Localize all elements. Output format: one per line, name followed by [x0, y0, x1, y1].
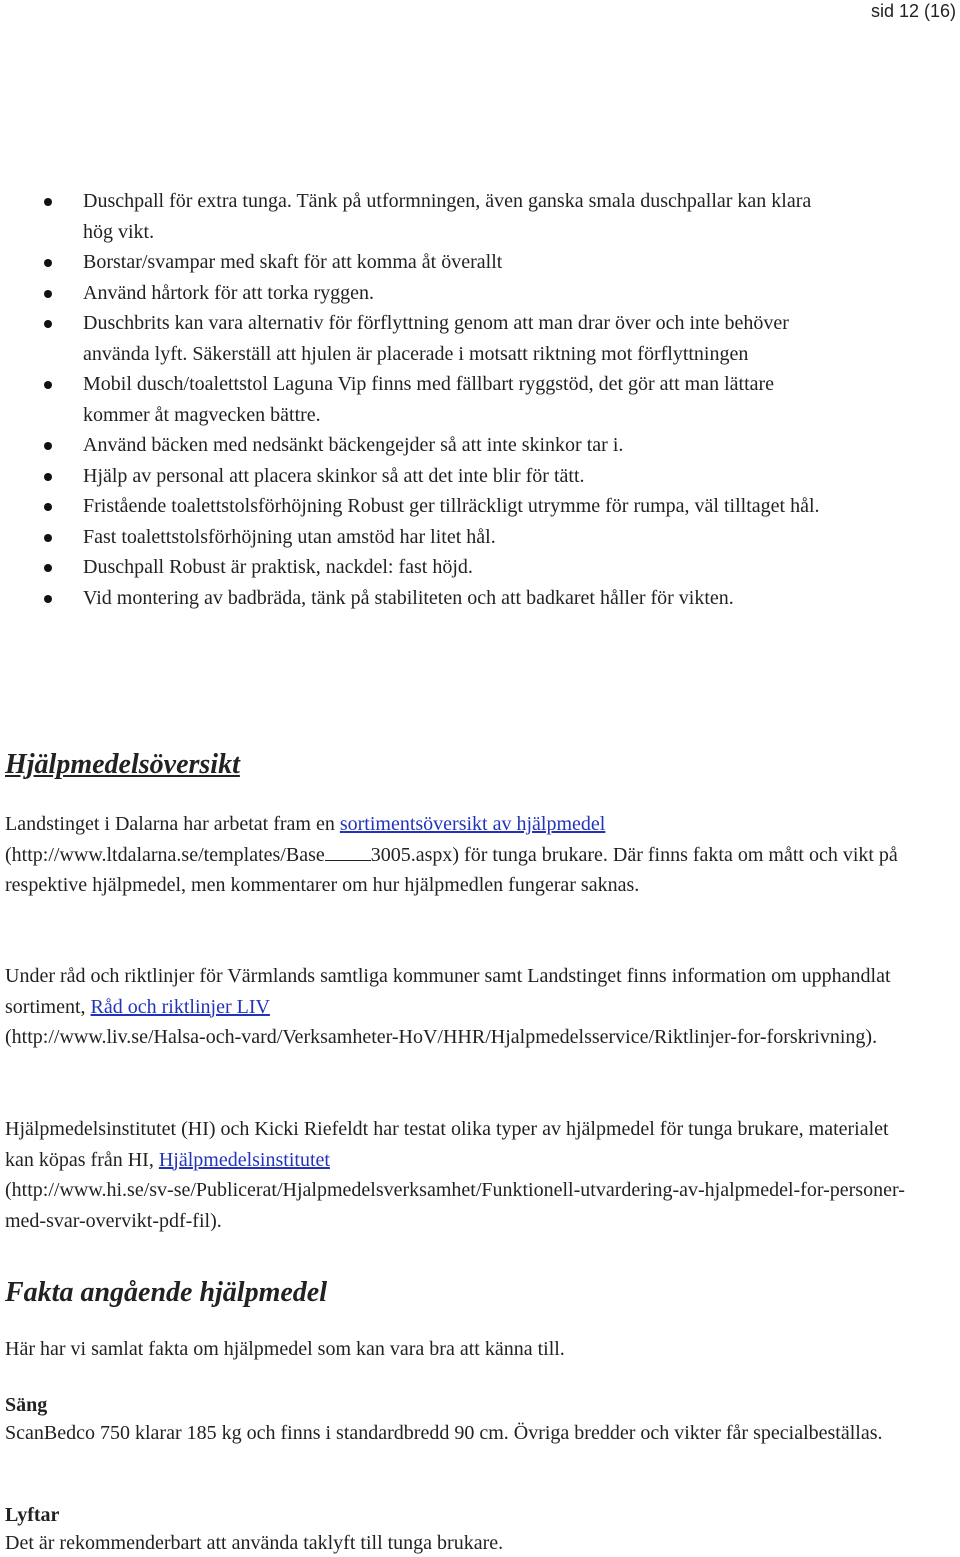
overview-paragraph-2 [5, 961, 905, 1053]
list-item [0, 583, 960, 614]
bullet-icon [44, 503, 52, 511]
list-item [0, 491, 960, 522]
lift-heading: Lyftar [5, 1504, 60, 1526]
sortiment-link[interactable]: sortimentsöversikt av hjälpmedel [339, 813, 606, 835]
bullet-icon [44, 320, 52, 328]
overview-paragraph-1 [5, 809, 905, 901]
bed-text: ScanBedco 750 klarar 185 kg och finns i standardbredd 90 cm. Övriga bredder och vikter får specialbeställas. [5, 1422, 883, 1444]
list-item [0, 461, 960, 492]
bullet-icon [44, 381, 52, 389]
list-item-text: Duschpall för extra tunga. Tänk på utformningen, även ganska smala duschpallar kan klara hög vikt. [83, 190, 812, 243]
list-item-text: Använd hårtork för att torka ryggen. [83, 281, 375, 304]
list-item-text: Använd bäcken med nedsänkt bäckengejder så att inte skinkor tar i. [83, 434, 624, 456]
list-item-text: Fast toalettstolsförhöjning utan amstöd har litet hål. [83, 525, 496, 548]
list-item [0, 278, 960, 309]
url-blank [325, 844, 371, 861]
bullet-icon [44, 595, 52, 603]
bullet-icon [44, 198, 52, 206]
list-item [0, 247, 960, 278]
bullet-icon [44, 534, 52, 542]
list-item-text: Fristående toalettstolsförhöjning Robust ger tillräckligt utrymme för rumpa, väl tilltaget hål. [83, 495, 820, 517]
overview-heading: Hjälpmedelsöversikt [5, 749, 240, 780]
overview-p2-text: Under råd och riktlinjer för Värmlands samtliga kommuner samt Landstinget finns information om upphandlat sortiment, [5, 965, 891, 1018]
facts-intro: Här har vi samlat fakta om hjälpmedel som kan vara bra att känna till. [5, 1338, 565, 1360]
list-item-text: Duschbrits kan vara alternativ för förflyttning genom att man drar över och inte behöver använda lyft. Säkerställ att hjulen är placerade i motsatt riktning mot förflyttningen [83, 312, 789, 365]
overview-p3-text: Hjälpmedelsinstitutet (HI) och Kicki Riefeldt har testat olika typer av hjälpmedel för tunga brukare, materialet kan köpas från HI, [5, 1118, 889, 1171]
list-item-text: Hjälp av personal att placera skinkor så att det inte blir för tätt. [83, 464, 585, 487]
bed-heading: Säng [5, 1394, 48, 1416]
bullet-list [0, 186, 960, 613]
list-item-text: Mobil dusch/toalettstol Laguna Vip finns med fällbart ryggstöd, det gör att man lättare kommer åt magvecken bättre. [83, 373, 775, 426]
overview-p1-text: Landstinget i Dalarna har arbetat fram en [5, 813, 340, 835]
bullet-icon [44, 290, 52, 298]
list-item [0, 430, 960, 461]
list-item-text: Borstar/svampar med skaft för att komma åt överallt [83, 251, 503, 273]
list-item [0, 522, 960, 553]
list-item [0, 308, 960, 369]
list-item [0, 552, 960, 583]
lift-text: Det är rekommenderbart att använda taklyft till tunga brukare. [5, 1532, 504, 1554]
list-item-text: Vid montering av badbräda, tänk på stabiliteten och att badkaret håller för vikten. [83, 586, 734, 609]
bullet-icon [44, 442, 52, 450]
facts-heading: Fakta angående hjälpmedel [5, 1277, 327, 1308]
overview-p3-url: (http://www.hi.se/sv-se/Publicerat/Hjalpmedelsverksamhet/Funktionell-utvardering-av-hjalpmedel-for-personer-med-svar-overvikt-pdf-fil). [5, 1179, 905, 1232]
page-number: sid 12 (16) [870, 1, 956, 21]
bullet-icon [44, 564, 52, 572]
lift-section [5, 1501, 905, 1557]
bed-section [5, 1391, 905, 1447]
overview-p1-url: (http://www.ltdalarna.se/templates/Base [5, 843, 325, 866]
hi-link[interactable]: Hjälpmedelsinstitutet [158, 1148, 330, 1171]
list-item [0, 369, 960, 430]
list-item-text: Duschpall Robust är praktisk, nackdel: fast höjd. [83, 556, 473, 578]
bullet-icon [44, 473, 52, 481]
liv-link[interactable]: Råd och riktlinjer LIV [90, 995, 270, 1018]
overview-p1-rest: 3005.aspx) för tunga brukare. Där finns fakta om mått och vikt på respektive hjälpmedel, men kommentarer om hur hjälpmedlen fungerar saknas. [5, 843, 898, 896]
overview-p2-url: (http://www.liv.se/Halsa-och-vard/Verksamheter-HoV/HHR/Hjalpmedelsservice/Riktlinjer-for-forskrivning). [5, 1026, 878, 1048]
bullet-icon [44, 259, 52, 267]
list-item [0, 186, 960, 247]
overview-paragraph-3 [5, 1114, 905, 1236]
